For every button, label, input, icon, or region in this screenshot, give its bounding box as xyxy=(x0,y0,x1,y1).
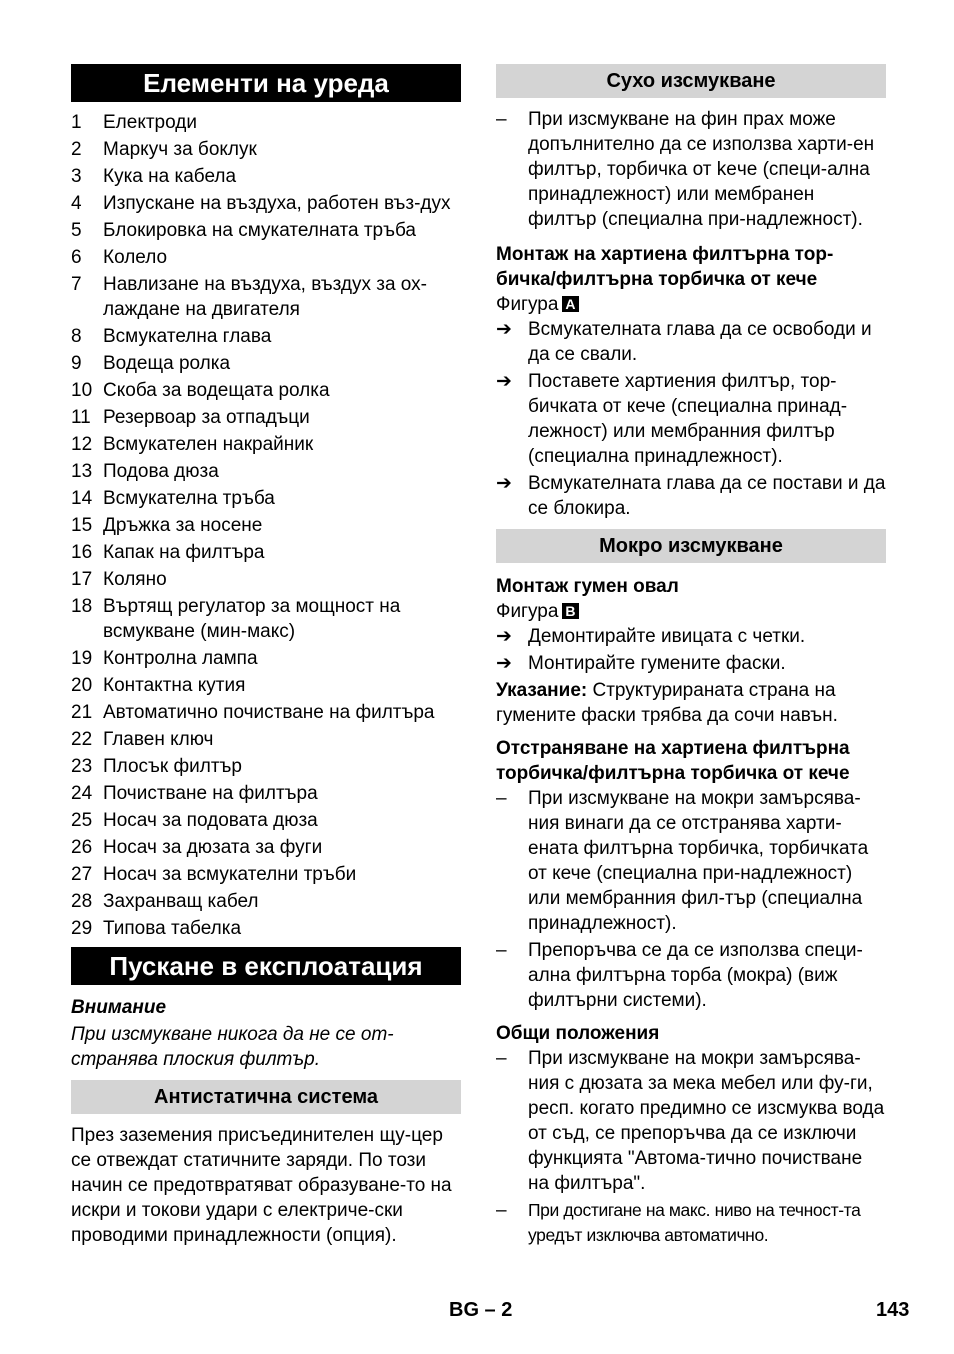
list-item-number: 6 xyxy=(71,247,82,268)
list-item-number: 14 xyxy=(71,488,93,509)
list-item-text: Типова табелка xyxy=(103,918,242,939)
list-item-number: 22 xyxy=(71,729,93,750)
subheading-wet-vacuuming: Мокро изсмукване xyxy=(496,529,886,563)
list-item xyxy=(71,808,461,833)
list-item-text: Дръжка за носене xyxy=(103,515,263,536)
list-item-text: Всмукателната глава да се постави и да се блокира. xyxy=(528,473,886,519)
figure-a-ref xyxy=(496,292,886,317)
antistatic-text: През заземения присъединителен щу-цер се отвеждат статичните заряди. По този начин се предотвратяват образуване-то на искри и токови удари с електриче-ски проводими принадлежности (опция). xyxy=(71,1125,452,1246)
subheading-dry-vacuuming: Сухо изсмукване xyxy=(496,64,886,98)
list-item-text: Носач за всмукателни тръби xyxy=(103,864,357,885)
figure-label: Фигура xyxy=(496,294,559,315)
figure-label: Фигура xyxy=(496,601,559,622)
list-item-text: Носач за подовата дюза xyxy=(103,810,318,831)
subheading-antistatic: Антистатична система xyxy=(71,1080,461,1114)
list-item xyxy=(71,137,461,162)
list-item-text: Контролна лампа xyxy=(103,648,258,669)
figure-a-badge: A xyxy=(562,296,578,312)
list-item-number: 1 xyxy=(71,112,82,133)
list-item-text: Кука на кабела xyxy=(103,166,237,187)
figure-b-badge: B xyxy=(562,603,578,619)
list-item-number: 19 xyxy=(71,648,93,669)
list-item-number: 9 xyxy=(71,353,82,374)
list-item xyxy=(496,369,886,469)
list-item-text: Маркуч за боклук xyxy=(103,139,257,160)
dash-mark: – xyxy=(496,940,507,961)
list-item-text: Всмукателната глава да се освободи и да се свали. xyxy=(528,319,872,365)
rubber-steps-list xyxy=(496,624,886,676)
list-item-text: Плосък филтър xyxy=(103,756,242,777)
list-item xyxy=(71,513,461,538)
list-item-text: При изсмукване на мокри замърсява-ния с дюзата за мека мебел или фу-ги, респ. когато предимно се изсмуква вода от съд, се препоръчва да се изключи функцията "Автома-тично почистване на филтъра". xyxy=(528,1048,885,1194)
footer-language-page: BG – 2 xyxy=(449,1299,513,1321)
section-heading-start-up: Пускане в експлоатация xyxy=(71,947,461,985)
dash-mark: – xyxy=(496,109,507,130)
list-item xyxy=(71,432,461,457)
list-item xyxy=(71,862,461,887)
list-item xyxy=(71,405,461,430)
list-item xyxy=(71,835,461,860)
list-item xyxy=(71,646,461,671)
right-column xyxy=(496,64,886,1250)
mount-filter-title: Монтаж на хартиена филтърна тор-бичка/филтърна торбичка от кече xyxy=(496,244,834,290)
list-item-text: Монтирайте гумените фаски. xyxy=(528,653,786,674)
list-item-text: Захранващ кабел xyxy=(103,891,259,912)
list-item-text: Скоба за водещата ролка xyxy=(103,380,330,401)
attention-title: Внимание xyxy=(71,997,167,1018)
list-item-text: Капак на филтъра xyxy=(103,542,265,563)
list-item-text: При достигане на макс. ниво на течност-та уредът изключва автоматично. xyxy=(528,1200,861,1245)
rubber-title: Монтаж гумен овал xyxy=(496,576,679,597)
list-item xyxy=(71,673,461,698)
list-item xyxy=(71,191,461,216)
list-item-text: Носач за дюзата за фуги xyxy=(103,837,323,858)
list-item xyxy=(71,781,461,806)
section-heading-device-elements: Елементи на уреда xyxy=(71,64,461,102)
list-item xyxy=(71,378,461,403)
list-item-number: 17 xyxy=(71,569,93,590)
mount-steps-list xyxy=(496,317,886,521)
list-item-text: Всмукателен накрайник xyxy=(103,434,314,455)
list-item-text: Контактна кутия xyxy=(103,675,246,696)
list-item xyxy=(71,164,461,189)
list-item-number: 7 xyxy=(71,274,82,295)
list-item-number: 18 xyxy=(71,596,93,617)
list-item xyxy=(71,272,461,322)
list-item xyxy=(496,471,886,521)
arrow-icon: ➔ xyxy=(496,626,512,647)
note-label: Указание: xyxy=(496,680,588,701)
list-item xyxy=(71,540,461,565)
arrow-icon: ➔ xyxy=(496,653,512,674)
dry-dash-text: При изсмукване на фин прах може допълнително да се използва харти-ен филтър, торбичка от keче (специ-ална принадлежност) или мембранен филтър (специална при-надлежност). xyxy=(528,109,875,230)
list-item-number: 8 xyxy=(71,326,82,347)
list-item xyxy=(71,916,461,941)
arrow-icon: ➔ xyxy=(496,319,512,340)
list-item-text: Главен ключ xyxy=(103,729,214,750)
note xyxy=(496,678,886,728)
list-item xyxy=(496,786,886,936)
list-item xyxy=(71,459,461,484)
list-item-text: Коляно xyxy=(103,569,167,590)
list-item-text: Резервоар за отпадъци xyxy=(103,407,310,428)
list-item-number: 10 xyxy=(71,380,93,401)
remove-filter-title: Отстраняване на хартиена филтърна торбичка/филтърна торбичка от кече xyxy=(496,738,850,784)
list-item-number: 15 xyxy=(71,515,93,536)
dash-mark: – xyxy=(496,788,507,809)
list-item xyxy=(71,324,461,349)
note-text: Структурираната страна на гумените фаски трябва да сочи навън. xyxy=(496,680,838,726)
list-item-text: Автоматично почистване на филтъра xyxy=(103,702,435,723)
list-item-number: 29 xyxy=(71,918,93,939)
list-item xyxy=(496,624,886,649)
list-item-number: 3 xyxy=(71,166,82,187)
list-item-text: Всмукателна тръба xyxy=(103,488,275,509)
list-item xyxy=(71,110,461,135)
list-item-number: 11 xyxy=(71,407,91,428)
list-item-text: Поставете хартиения филтър, тор-бичката от кече (специална принад-лежност) или мембранния филтър (специална принадлежност). xyxy=(528,371,848,467)
device-elements-list xyxy=(71,110,461,941)
list-item-number: 16 xyxy=(71,542,93,563)
list-item xyxy=(496,1046,886,1196)
list-item xyxy=(496,1198,886,1248)
list-item-number: 5 xyxy=(71,220,82,241)
list-item-text: Подова дюза xyxy=(103,461,219,482)
list-item-number: 25 xyxy=(71,810,93,831)
dash-mark: – xyxy=(496,1048,507,1069)
left-column xyxy=(71,64,461,1248)
list-item-number: 26 xyxy=(71,837,93,858)
list-item xyxy=(71,727,461,752)
list-item xyxy=(71,700,461,725)
arrow-icon: ➔ xyxy=(496,473,512,494)
list-item-text: Блокировка на смукателната тръба xyxy=(103,220,416,241)
general-dash-list xyxy=(496,1046,886,1248)
list-item xyxy=(71,351,461,376)
list-item-text: Колело xyxy=(103,247,168,268)
figure-b-ref xyxy=(496,599,886,624)
list-item-text: Демонтирайте ивицата с четки. xyxy=(528,626,806,647)
list-item-number: 13 xyxy=(71,461,93,482)
list-item-number: 23 xyxy=(71,756,93,777)
footer-page-number: 143 xyxy=(876,1299,910,1321)
list-item-number: 2 xyxy=(71,139,82,160)
list-item xyxy=(71,594,461,644)
list-item-number: 20 xyxy=(71,675,93,696)
list-item xyxy=(71,245,461,270)
list-item xyxy=(496,938,886,1013)
dry-dash-item xyxy=(496,107,886,232)
list-item-text: Електроди xyxy=(103,112,197,133)
list-item xyxy=(496,317,886,367)
list-item-text: Всмукателна глава xyxy=(103,326,272,347)
list-item-number: 12 xyxy=(71,434,93,455)
list-item xyxy=(71,889,461,914)
list-item-text: Въртящ регулатор за мощност на всмукване (мин-макс) xyxy=(103,596,401,642)
arrow-icon: ➔ xyxy=(496,371,512,392)
remove-dash-list xyxy=(496,786,886,1013)
list-item xyxy=(71,486,461,511)
list-item-text: При изсмукване на мокри замърсява-ния винаги да се отстранява харти-ената филтърна торбичка, торбичката от кече (специална при-надлежност) или мембранния фил-тър (специална принадлежност). xyxy=(528,788,869,934)
dash-mark: – xyxy=(496,1200,507,1221)
list-item xyxy=(71,218,461,243)
list-item xyxy=(71,754,461,779)
list-item-text: Навлизане на въздуха, въздух за ох-лаждане на двигателя xyxy=(103,274,427,320)
list-item-text: Препоръчва се да се използва специ-ална филтърна торба (мокра) (виж филтърни системи). xyxy=(528,940,863,1011)
list-item-number: 27 xyxy=(71,864,93,885)
general-title: Общи положения xyxy=(496,1023,660,1044)
list-item xyxy=(71,567,461,592)
list-item-text: Изпускане на въздуха, работен въз-дух xyxy=(103,193,451,214)
list-item-text: Почистване на филтъра xyxy=(103,783,318,804)
list-item-number: 4 xyxy=(71,193,82,214)
list-item-number: 28 xyxy=(71,891,93,912)
list-item-text: Водеща ролка xyxy=(103,353,231,374)
attention-text: При изсмукване никога да не се от-странява плоския филтър. xyxy=(71,1024,394,1070)
list-item xyxy=(496,651,886,676)
list-item-number: 24 xyxy=(71,783,93,804)
list-item-number: 21 xyxy=(71,702,93,723)
